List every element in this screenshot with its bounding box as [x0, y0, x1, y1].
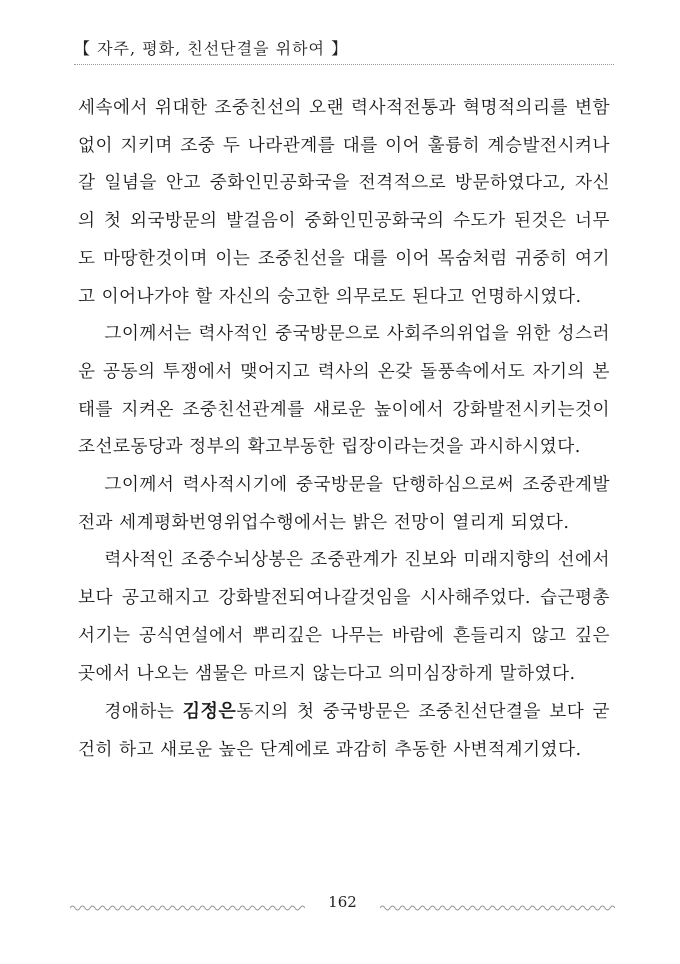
paragraph-4: 력사적인 조중수뇌상봉은 조중관계가 진보와 미래지향의 선에서 보다 공고해지고 강화발전되여나갈것임을 시사해주었다. 습근평총서기는 공식연설에서 뿌리깊은 나무는 바람에 흔들리지 않고 깊은 곳에서 나오는 샘물은 마르지 않는다고 의미심장하게 말하였다. [78, 550, 610, 684]
page-body [78, 90, 610, 770]
paragraph-1: 세속에서 위대한 조중친선의 오랜 력사적전통과 혁명적의리를 변함없이 지키며 조중 두 나라관계를 대를 이어 훌륭히 계승발전시켜나갈 일념을 안고 중화인민공화국을 전격적으로 방문하였다고, 자신의 첫 외국방문의 발걸음이 중화인민공화국의 수도가 된것은 너무도 마땅한것이며 이는 조중친선을 대를 이어 목숨처럼 귀중히 여기고 이어나가야 할 자신의 숭고한 의무로도 된다고 언명하시였다. [78, 98, 610, 307]
leader-name: 김정은 [182, 701, 237, 723]
footer-ornament-right [380, 904, 615, 912]
running-header: 【 자주, 평화, 친선단결을 위하여 】 [74, 39, 349, 58]
paragraph-2: 그이께서는 력사적인 중국방문으로 사회주의위업을 위한 성스러운 공동의 투쟁에서 맺어지고 력사의 온갖 돌풍속에서도 자기의 본태를 지켜온 조중친선관계를 새로운 높이에서 강화발전시키는것이 조선로동당과 정부의 확고부동한 립장이라는것을 과시하시였다. [78, 324, 610, 458]
paragraph-5-rest: 동지의 첫 중국방문은 조중친선단결을 보다 굳건히 하고 새로운 높은 단계에로 과감히 추동한 사변적계기였다. [78, 702, 611, 760]
paragraph-3: 그이께서 력사적시기에 중국방문을 단행하심으로써 조중관계발전과 세계평화번영위업수행에서는 밝은 전망이 열리게 되였다. [78, 475, 610, 533]
paragraph-5 [78, 693, 610, 769]
page-footer [70, 890, 615, 920]
page-number: 162 [328, 893, 357, 911]
header-divider [74, 64, 614, 65]
paragraph-5-lead: 경애하는 [104, 702, 183, 723]
